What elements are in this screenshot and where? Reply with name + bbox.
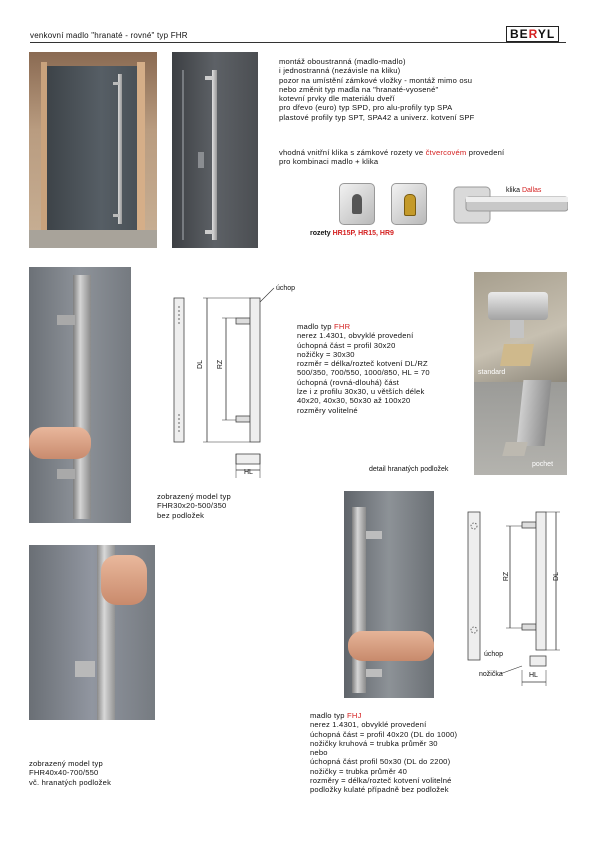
intro2-line2: pro kombinaci madlo + klika (279, 157, 379, 167)
rozeta-image-2 (391, 183, 427, 225)
fhr-line: 40x20, 40x30, 50x30 až 100x20 (297, 396, 411, 406)
fhj-technical-drawing (460, 506, 570, 686)
fhj-rz-label: RZ (503, 571, 511, 582)
intro2-block (279, 148, 504, 167)
fhr-uchop-label: úchop (276, 285, 296, 292)
intro-line: pro dřevo (euro) typ SPD, pro alu-profily typ SPA (279, 103, 453, 113)
fhr-line: úchopná část = profil 30x20 (297, 340, 396, 350)
fhr-line: nerez 1.4301, obvyklé provedení (297, 331, 414, 341)
intro2-highlight: čtvercovém (425, 148, 467, 157)
fhr-dl-label: DL (196, 360, 204, 369)
photo-label-standard: standard (478, 369, 506, 376)
fhr40-shown-caption: zobrazený model typ FHR40x40-700/550 vč. hranatých podložek (29, 759, 112, 787)
header-rule (30, 42, 566, 43)
detail-caption: detail hranatých podložek (369, 466, 449, 473)
fhj-line: úchopná část profil 50x30 (DL do 2200) (310, 757, 451, 767)
intro-block (279, 57, 475, 122)
fhj-line: rozměry = délka/rozteč kotvení volitelné (310, 776, 452, 786)
photo-fhj-hand (344, 491, 434, 698)
fhr-shown-caption: zobrazený model typ FHR30x20-500/350 bez podložek (157, 492, 231, 520)
klika-caption: klika Dallas (506, 187, 542, 194)
fhj-dl-label: DL (552, 572, 560, 581)
intro-line: pozor na umístění zámkové vložky - montáž mimo osu (279, 75, 473, 85)
fhr-line: rozměr = délka/rozteč kotvení DL/RZ (297, 359, 428, 369)
fhj-nozicka-label: nožička (479, 671, 503, 678)
intro-line: montáž oboustranná (madlo-madlo) (279, 57, 406, 66)
intro-line: kotevní prvky dle materiálu dveří (279, 94, 395, 104)
rozety-caption: rozety HR15P, HR15, HR9 (310, 230, 394, 237)
fhj-line: nebo (310, 748, 328, 758)
fhj-description (310, 711, 457, 795)
fhr-line: 500/350, 700/550, 1000/850, HL = 70 (297, 368, 430, 378)
photo-door-grey (172, 52, 258, 248)
fhr-hl-label: HL (244, 469, 253, 476)
photo-fhr-hand (29, 267, 131, 523)
fhr-line: úchopná (rovná-dlouhá) část (297, 377, 400, 387)
intro2-text-end: provedení (466, 148, 505, 157)
fhr-description (297, 322, 430, 415)
photo-label-pochet: pochet (532, 461, 554, 468)
intro2-text: vhodná vnitřní klika s zámkové rozety ve (279, 148, 426, 157)
fhj-line: nožičky kruhová = trubka průměr 30 (310, 738, 438, 748)
photo-door-wood (29, 52, 157, 248)
fhj-line: nožičky = trubka průměr 40 (310, 766, 407, 776)
fhj-uchop-label: úchop (484, 651, 504, 658)
fhr-line: nožičky = 30x30 (297, 349, 355, 359)
beryl-logo: BERYL (506, 26, 559, 42)
intro-line: nebo změnit typ madla na "hranaté-vyosené" (279, 84, 439, 94)
fhr-rz-label: RZ (217, 359, 225, 370)
intro-line: i jednostranná (nezávisle na kliku) (279, 66, 401, 76)
photo-fhr40-hand (29, 545, 155, 720)
page-title: venkovní madlo "hranaté - rovné" typ FHR (30, 31, 188, 40)
fhj-line: nerez 1.4301, obvyklé provedení (310, 720, 427, 730)
fhj-hl-label: HL (529, 672, 538, 679)
fhj-line: úchopná část = profil 40x20 (DL do 1000) (310, 729, 458, 739)
fhr-line: rozměry volitelné (297, 405, 358, 415)
rozeta-image-1 (339, 183, 375, 225)
fhj-title: madlo typ FHJ (310, 711, 362, 720)
fhr-line: lze i z profilu 30x30, u větších délek (297, 387, 425, 397)
fhj-line: podložky kulaté případně bez podložek (310, 785, 449, 795)
fhr-title: madlo typ FHR (297, 322, 351, 331)
intro-line: plastové profily typ SPT, SPA42 a univerz. kotvení SPF (279, 112, 475, 122)
